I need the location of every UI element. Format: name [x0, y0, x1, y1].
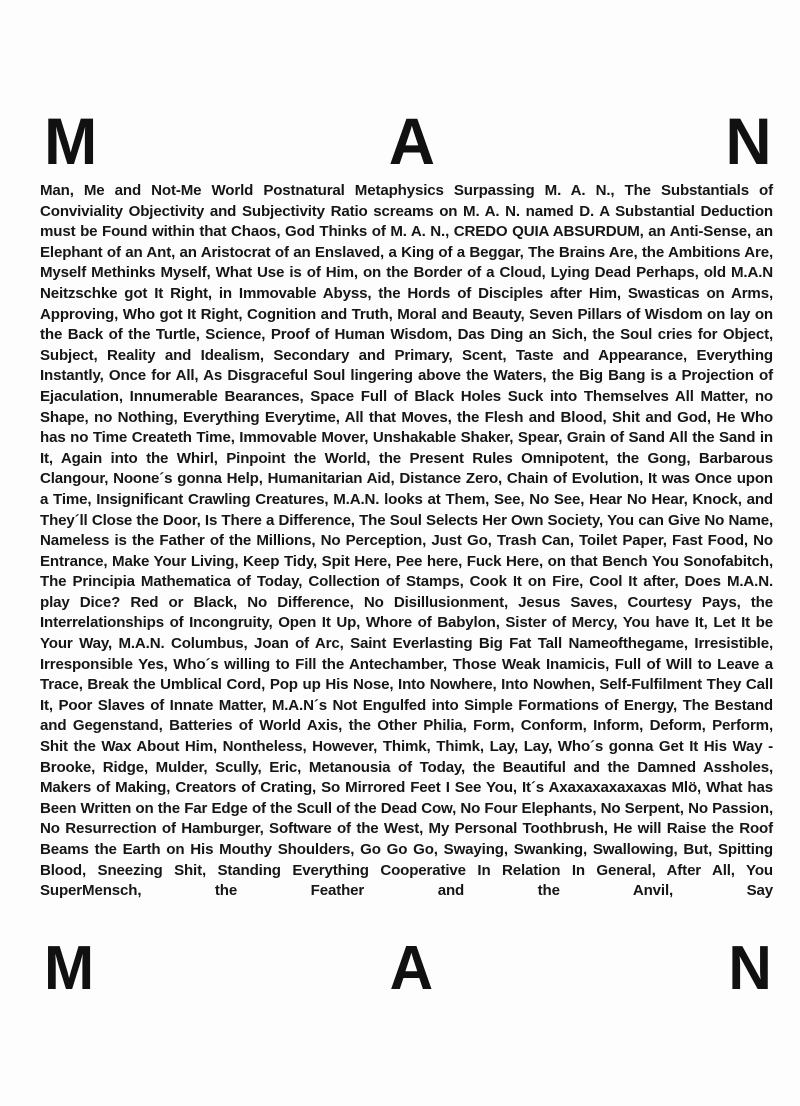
- body-paragraph: Man, Me and Not-Me World Postnatural Metaphysics Surpassing M. A. N., The Substantials of Conviviality Objectivity and Subjectivity Ratio screams on M. A. N. named D. A Substantial Deduction must be Found within that Chaos, God Thinks of M. A. N., CREDO QUIA ABSURDUM, an Anti-Sense, an Elephant of an Ant, an Aristocrat of an Enslaved, a King of a Beggar, The Brains Are, the Ambitions Are, Myself Methinks Myself, What Use is of Him, on the Border of a Cloud, Lying Dead Perhaps, old M.A.N Neitzschke got It Right, in Immovable Abyss, the Hords of Disciples after Him, Swasticas on Arms, Approving, Who got It Right, Cognition and Truth, Moral and Beauty, Seven Pillars of Wisdom on lay on the Back of the Turtle, Science, Proof of Human Wisdom, Das Ding an Sich, the Soul cries for Object, Subject, Reality and Idealism, Secondary and Primary, Scent, Taste and Appearance, Everything Instantly, Once for All, As Disgraceful Soul lingering above the Waters, the Big Bang is a Projection of Ejaculation, Innumerable Bearances, Space Full of Black Holes Suck into Themselves All Matter, no Shape, no Nothing, Everything Everytime, All that Moves, the Flesh and Blood, Shit and God, He Who has no Time Createth Time, Immovable Mover, Unshakable Shaker, Spear, Grain of Sand All the Sand in It, Again into the Whirl, Pinpoint the World, the Present Rules Omnipotent, the Gong, Barbarous Clangour, Noone´s gonna Help, Humanitarian Aid, Distance Zero, Chain of Evolution, It was Once upon a Time, Insignificant Crawling Creatures, M.A.N. looks at Them, See, No See, Hear No Hear, Knock, and They´ll Close the Door, Is There a Difference, The Soul Selects Her Own Society, You can Give No Name, Nameless is the Father of the Millions, No Perception, Just Go, Trash Can, Toilet Paper, Fast Food, No Entrance, Make Your Living, Keep Tidy, Spit Here, Pee here, Fuck Here, on that Bench You Sonofabitch, The Principia Mathematica of Today, Collection of Stamps, Cook It on Fire, Cool It after, Does M.A.N. play Dice? Red or Black, No Difference, No Disillusionment, Jesus Saves, Courtesy Pays, the Interrelationships of Incongruity, Open It Up, Whore of Babylon, Sister of Mercy, You have It, Let It be Your Way, M.A.N. Columbus, Joan of Arc, Saint Everlasting Big Fat Tall Nameofthegame, Irresistible, Irresponsible Yes, Who´s willing to Fill the Antechamber, Those Weak Inamicis, Full of Will to Leave a Trace, Break the Umblical Cord, Pop up His Nose, Into Nowhere, Into Nowhen, Self-Fulfilment They Call It, Poor Slaves of Innate Matter, M.A.N´s Not Engulfed into Simple Formations of Energy, The Bestand and Gegenstand, Batteries of World Axis, the Other Philia, Form, Conform, Inform, Deform, Perform, Shit the Wax About Him, Nontheless, However, Thimk, Thimk, Lay, Lay, Who´s gonna Get It His Way - Brooke, Ridge, Mulder, Scully, Eric, Metanousia of Today, the Beautiful and the Damned Assholes, Makers of Making, Creators of Crating, So Mirrored Feet I See You, It´s Axaxaxaxaxaxas Mlö, What has Been Written on the Far Edge of the Scull of the Dead Cow, No Four Elephants, No Serpent, No Passion, No Resurrection of Hamburger, Software of the West, My Personal Toothbrush, He will Raise the Roof Beams the Earth on His Mouthy Shoulders, Go Go Go, Swaying, Swanking, Swallowing, But, Spitting Blood, Sneezing Shit, Standing Everything Cooperative In Relation In General, After All, You SuperMensch, the Feather and the Anvil, Say: [40, 182, 773, 900]
- title-letter-n-bottom: N: [728, 934, 772, 1003]
- title-letter-m-top: M: [44, 104, 98, 178]
- title-letter-n-top: N: [725, 104, 772, 178]
- title-letter-a-bottom: A: [389, 934, 434, 1003]
- title-letters-bottom: [44, 934, 772, 1003]
- title-letter-a-top: A: [388, 104, 435, 178]
- title-letter-m-bottom: M: [44, 934, 95, 1003]
- title-letters-top: [44, 104, 772, 178]
- poster-body-text: [40, 181, 773, 922]
